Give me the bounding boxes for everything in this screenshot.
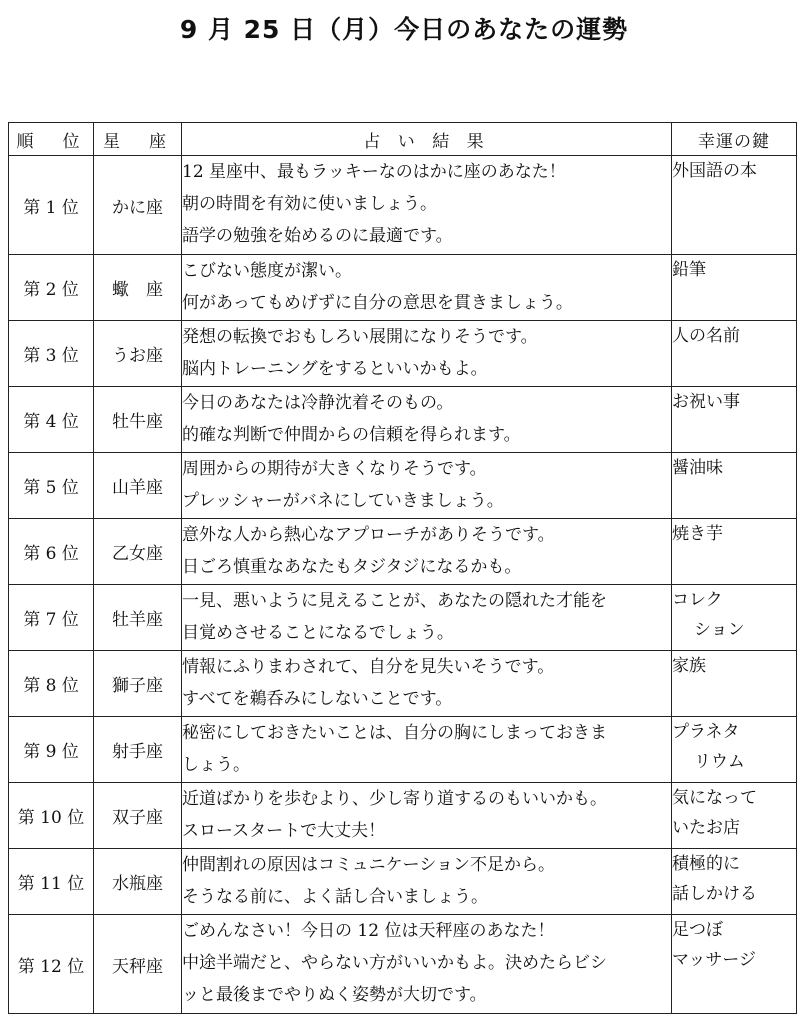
result-line: 目覚めさせることになるでしょう。 (182, 623, 454, 643)
sign-cell: 乙女座 (94, 519, 182, 585)
result-cell (182, 717, 672, 783)
sign-cell: 双子座 (94, 783, 182, 849)
result-cell (182, 585, 672, 651)
lucky-key-line: コレク (672, 590, 723, 610)
result-line: 秘密にしておきたいことは、自分の胸にしまっておきま (182, 723, 607, 743)
table-row (9, 255, 797, 321)
rank-cell: 第 9 位 (9, 717, 94, 783)
rank-cell: 第 12 位 (9, 915, 94, 1014)
header-rank: 順 位 (9, 123, 94, 156)
lucky-key-cell (672, 387, 797, 453)
result-line: 朝の時間を有効に使いましょう。 (182, 194, 437, 214)
result-cell (182, 651, 672, 717)
sign-cell: 天秤座 (94, 915, 182, 1014)
lucky-key-line: マッサージ (672, 950, 756, 970)
lucky-key-cell (672, 783, 797, 849)
result-line: 12 星座中、最もラッキーなのはかに座のあなた！ (182, 162, 566, 182)
result-line: 何があってもめげずに自分の意思を貫きましょう。 (182, 293, 573, 313)
result-cell (182, 783, 672, 849)
table-row (9, 321, 797, 387)
table-row (9, 156, 797, 255)
rank-cell: 第 2 位 (9, 255, 94, 321)
lucky-key-line: お祝い事 (672, 392, 740, 412)
rank-cell: 第 6 位 (9, 519, 94, 585)
result-cell (182, 321, 672, 387)
result-line: スロースタートで大丈夫！ (182, 821, 386, 841)
lucky-key-cell (672, 321, 797, 387)
sign-cell: 牡羊座 (94, 585, 182, 651)
result-line: 意外な人から熱心なアプローチがありそうです。 (182, 525, 555, 545)
result-cell (182, 156, 672, 255)
rank-cell: 第 8 位 (9, 651, 94, 717)
result-line: 中途半端だと、やらない方がいいかもよ。決めたらビシ (182, 953, 607, 973)
header-sign: 星 座 (94, 123, 182, 156)
result-cell (182, 849, 672, 915)
rank-cell: 第 5 位 (9, 453, 94, 519)
result-line: ッと最後までやりぬく姿勢が大切です。 (182, 985, 487, 1005)
fortune-table (8, 122, 797, 1014)
page-title: 9 月 25 日（月）今日のあなたの運勢 (179, 15, 629, 44)
lucky-key-cell (672, 651, 797, 717)
result-line: こびない態度が潔い。 (182, 261, 352, 281)
lucky-key-line: 焼き芋 (672, 524, 723, 544)
rank-cell: 第 1 位 (9, 156, 94, 255)
result-line: 一見、悪いように見えることが、あなたの隠れた才能を (182, 591, 607, 611)
sign-cell: 蠍 座 (94, 255, 182, 321)
lucky-key-line: 足つぼ (672, 920, 723, 940)
table-row (9, 651, 797, 717)
lucky-key-line: 気になって (672, 788, 757, 808)
lucky-key-line: リウム (694, 752, 745, 772)
result-cell (182, 915, 672, 1014)
lucky-key-line: プラネタ (672, 722, 740, 742)
result-line: 日ごろ慎重なあなたもタジタジになるかも。 (182, 557, 522, 577)
lucky-key-line: 積極的に (672, 854, 740, 874)
rank-cell: 第 10 位 (9, 783, 94, 849)
lucky-key-line: 醤油味 (672, 458, 723, 478)
table-row (9, 915, 797, 1014)
table-row (9, 783, 797, 849)
table-header-row (9, 123, 797, 156)
result-cell (182, 519, 672, 585)
lucky-key-cell (672, 453, 797, 519)
lucky-key-line: 家族 (672, 656, 706, 676)
lucky-key-line: 話しかける (672, 884, 757, 904)
result-cell (182, 255, 672, 321)
table-row (9, 585, 797, 651)
lucky-key-cell (672, 585, 797, 651)
lucky-key-cell (672, 717, 797, 783)
lucky-key-cell (672, 156, 797, 255)
sign-cell: かに座 (94, 156, 182, 255)
result-line: 脳内トレーニングをするといいかもよ。 (182, 359, 488, 379)
result-line: 発想の転換でおもしろい展開になりそうです。 (182, 327, 538, 347)
result-line: 仲間割れの原因はコミュニケーション不足から。 (182, 855, 555, 875)
result-line: すべてを鵜呑みにしないことです。 (182, 689, 453, 709)
result-line: 情報にふりまわされて、自分を見失いそうです。 (182, 657, 555, 677)
lucky-key-line: いたお店 (672, 818, 740, 838)
result-line: 語学の勉強を始めるのに最適です。 (182, 226, 453, 246)
result-line: 今日のあなたは冷静沈着そのもの。 (182, 393, 454, 413)
lucky-key-line: 鉛筆 (672, 260, 706, 280)
table-row (9, 519, 797, 585)
result-line: そうなる前に、よく話し合いましょう。 (182, 887, 488, 907)
result-line: プレッシャーがバネにしていきましょう。 (182, 491, 504, 511)
lucky-key-cell (672, 849, 797, 915)
lucky-key-line: 人の名前 (672, 326, 740, 346)
sign-cell: 山羊座 (94, 453, 182, 519)
result-line: しょう。 (182, 755, 250, 775)
result-line: ごめんなさい！今日の 12 位は天秤座のあなた！ (182, 921, 555, 941)
table-row (9, 387, 797, 453)
rank-cell: 第 3 位 (9, 321, 94, 387)
lucky-key-cell (672, 915, 797, 1014)
rank-cell: 第 4 位 (9, 387, 94, 453)
result-line: 周囲からの期待が大きくなりそうです。 (182, 459, 487, 479)
rank-cell: 第 7 位 (9, 585, 94, 651)
sign-cell: 獅子座 (94, 651, 182, 717)
result-cell (182, 387, 672, 453)
lucky-key-line: ション (694, 620, 745, 640)
sign-cell: 水瓶座 (94, 849, 182, 915)
header-result: 占 い 結 果 (182, 123, 672, 156)
sign-cell: 牡牛座 (94, 387, 182, 453)
rank-cell: 第 11 位 (9, 849, 94, 915)
table-row (9, 453, 797, 519)
table-row (9, 849, 797, 915)
result-line: 近道ばかりを歩むより、少し寄り道するのもいいかも。 (182, 789, 607, 809)
lucky-key-cell (672, 519, 797, 585)
header-key: 幸運の鍵 (672, 123, 797, 156)
lucky-key-cell (672, 255, 797, 321)
sign-cell: うお座 (94, 321, 182, 387)
lucky-key-line: 外国語の本 (672, 161, 757, 181)
table-row (9, 717, 797, 783)
result-line: 的確な判断で仲間からの信頼を得られます。 (182, 425, 521, 445)
sign-cell: 射手座 (94, 717, 182, 783)
result-cell (182, 453, 672, 519)
